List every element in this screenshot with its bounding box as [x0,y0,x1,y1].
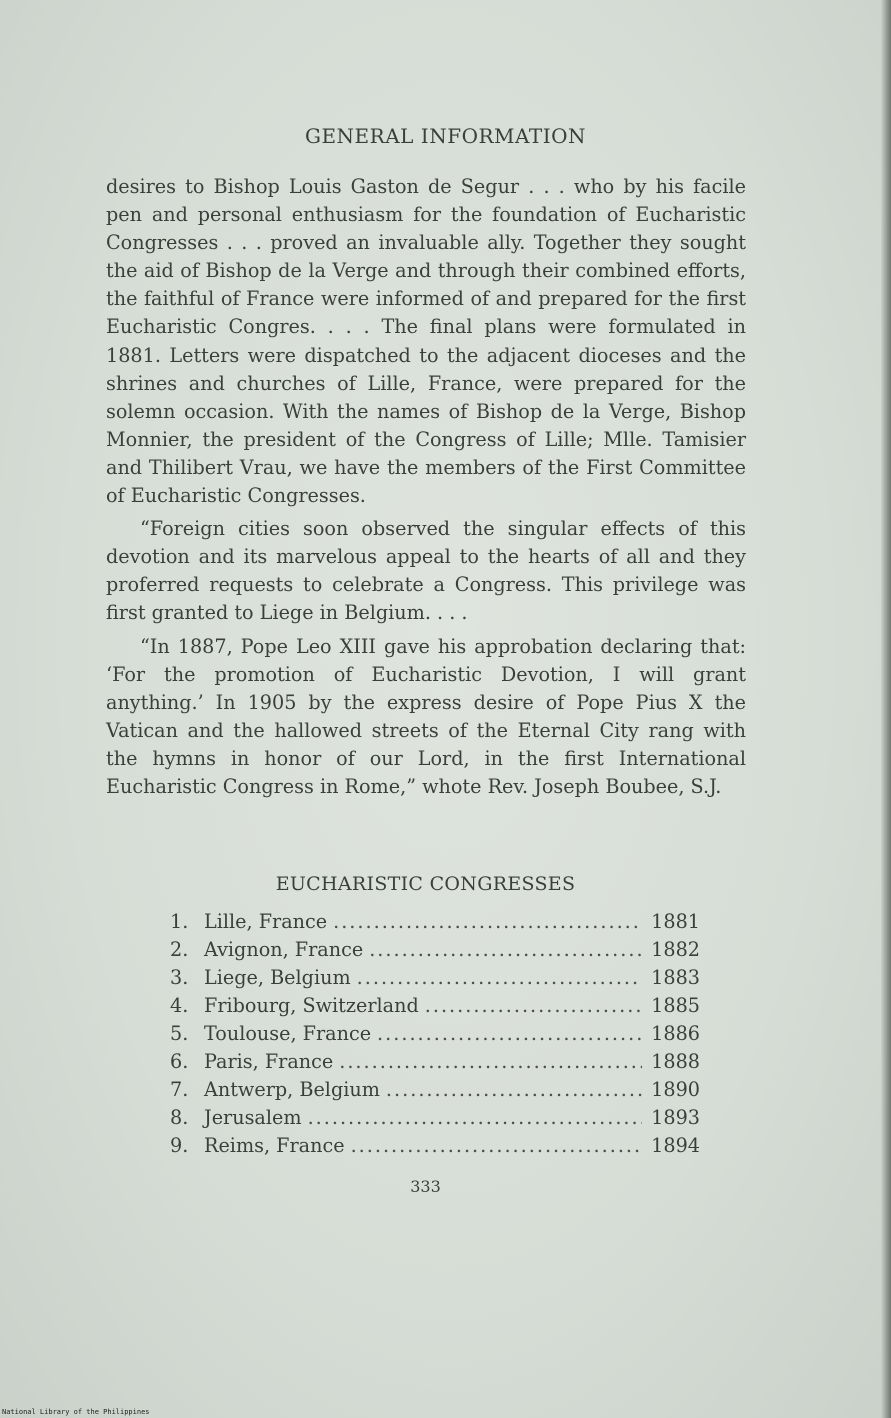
item-number: 4. [170,994,189,1017]
item-place: Paris, France [204,1050,334,1073]
item-place: Reims, France [204,1134,345,1157]
dot-leader [369,938,642,961]
item-place: Antwerp, Belgium [204,1078,380,1101]
list-item [170,1050,700,1078]
dot-leader [357,966,642,989]
item-number: 2. [170,938,189,961]
body-text [106,173,746,801]
section-heading: EUCHARISTIC CONGRESSES [275,873,576,895]
dot-leader [333,910,642,933]
paragraph-3: “In 1887, Pope Leo XIII gave his approbation declaring that: ‘For the promotion of Eucharistic Devotion, I will grant anything.’ In 1905 by the express desire of Pope Pius X the Vatican and the hallowed streets of the Eternal City rang with the hymns in honor of our Lord, in the first International Eucharistic Congress in Rome,” whote Rev. Joseph Boubee, S.J. [106,634,746,798]
item-year: 1893 [651,1106,700,1129]
item-place: Jerusalem [204,1106,302,1129]
item-year: 1890 [651,1078,700,1101]
item-number: 9. [170,1134,189,1157]
dot-leader [386,1078,642,1101]
paragraph-1: desires to Bishop Louis Gaston de Segur . . . who by his facile pen and personal enthusiasm for the foundation of Eucharistic Congresses . . . proved an invaluable ally. Together they sought the aid of Bishop de la Verge and through their combined efforts, the faithful of France were informed of and prepared for the first Eucharistic Congres. . . . The final plans were formulated in 1881. Letters were dispatched to the adjacent dioceses and the shrines and churches of Lille, France, were prepared for the solemn occasion. With the names of Bishop de la Verge, Bishop Monnier, the president of the Congress of Lille; Mlle. Tamisier and Thilibert Vrau, we have the members of the First Committee of Eucharistic Congresses. [106,175,746,508]
dot-leader [308,1106,642,1129]
item-year: 1894 [651,1134,700,1157]
item-number: 3. [170,966,189,989]
item-year: 1883 [651,966,700,989]
list-item [170,1106,700,1134]
dot-leader [377,1022,642,1045]
paragraph-2: “Foreign cities soon observed the singular effects of this devotion and its marvelous appeal to the hearts of all and they proferred requests to celebrate a Congress. This privilege was first granted to Liege in Belgium. . . . [106,517,746,625]
item-number: 7. [170,1078,189,1101]
item-number: 6. [170,1050,189,1073]
list-item [170,1078,700,1106]
list-item [170,910,700,938]
congress-list [170,910,700,1162]
page-number: 333 [410,1177,441,1196]
dot-leader [339,1050,642,1073]
item-place: Fribourg, Switzerland [204,994,419,1017]
dot-leader [351,1134,642,1157]
item-number: 5. [170,1022,189,1045]
dot-leader [425,994,642,1017]
list-item [170,938,700,966]
item-place: Avignon, France [204,938,364,961]
item-place: Toulouse, France [204,1022,372,1045]
item-year: 1888 [651,1050,700,1073]
item-number: 1. [170,910,189,933]
item-place: Liege, Belgium [204,966,351,989]
list-item [170,994,700,1022]
item-year: 1881 [651,910,700,933]
page-edge-shadow [881,0,891,1418]
list-item [170,966,700,994]
item-place: Lille, France [204,910,328,933]
item-year: 1886 [651,1022,700,1045]
item-number: 8. [170,1106,189,1129]
item-year: 1885 [651,994,700,1017]
list-item [170,1134,700,1162]
item-year: 1882 [651,938,700,961]
footer-credit: National Library of the Philippines [2,1408,150,1416]
running-head: GENERAL INFORMATION [304,124,586,148]
list-item [170,1022,700,1050]
